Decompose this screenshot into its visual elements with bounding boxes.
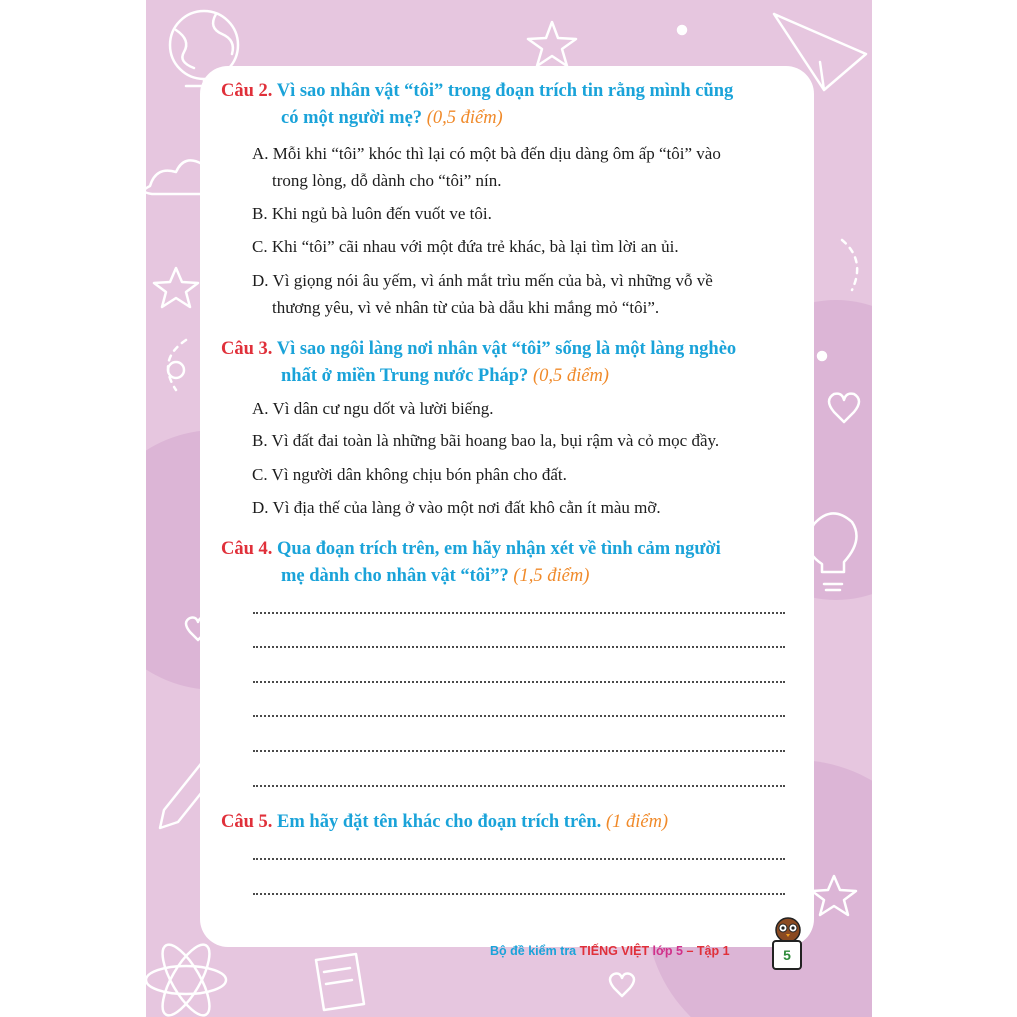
option-c bbox=[252, 233, 792, 260]
question-2: Câu 2. Vì sao nhân vật “tôi” trong đoạn trích tin rằng mình cũng có một người mẹ? (0,5 điểm) bbox=[221, 81, 734, 128]
answer-line[interactable] bbox=[253, 646, 785, 648]
option-letter: D. bbox=[252, 271, 269, 290]
option-text: Mỗi khi “tôi” khóc thì lại có một bà đến dịu dàng ôm ấp “tôi” vào bbox=[272, 144, 721, 163]
heart-icon bbox=[829, 394, 859, 422]
option-letter: A. bbox=[252, 399, 269, 418]
star-icon bbox=[812, 876, 856, 915]
page-number: 5 bbox=[772, 940, 802, 970]
option-text-cont: trong lòng, dỗ dành cho “tôi” nín. bbox=[272, 171, 502, 190]
question-score: (1,5 điểm) bbox=[513, 566, 590, 586]
option-letter: B. bbox=[252, 431, 268, 450]
question-number: Câu 4 bbox=[221, 539, 268, 559]
book-title-footer bbox=[490, 944, 730, 958]
option-c bbox=[252, 461, 792, 488]
option-d bbox=[252, 494, 792, 521]
option-letter: A. bbox=[252, 144, 269, 163]
option-letter: C. bbox=[252, 237, 268, 256]
star-icon bbox=[154, 268, 198, 307]
atom-icon bbox=[146, 938, 226, 1017]
option-text: Vì đất đai toàn là những bãi hoang bao la, bụi rậm và cỏ mọc đầy. bbox=[271, 431, 720, 450]
option-text: Vì giọng nói âu yếm, vì ánh mắt trìu mến của bà, vì những vỗ về bbox=[272, 271, 713, 290]
answer-line[interactable] bbox=[253, 858, 785, 860]
footer-subject: TIẾNG VIỆT bbox=[579, 944, 650, 958]
option-d bbox=[252, 267, 792, 321]
option-a bbox=[252, 395, 792, 422]
footer-volume: – Tập 1 bbox=[682, 944, 730, 958]
question-number: Câu 2 bbox=[221, 81, 268, 101]
question-score: (1 điểm) bbox=[605, 812, 669, 832]
option-letter: D. bbox=[252, 498, 269, 517]
question-4: Câu 4. Qua đoạn trích trên, em hãy nhận xét về tình cảm người mẹ dành cho nhân vật “tôi”? (1,5 điểm) bbox=[221, 539, 721, 586]
question-3: Câu 3. Vì sao ngôi làng nơi nhân vật “tôi” sống là một làng nghèo nhất ở miền Trung nước Pháp? (0,5 điểm) bbox=[221, 339, 737, 386]
footer-grade: lớp 5 bbox=[649, 944, 683, 958]
option-b bbox=[252, 200, 792, 227]
option-text: Vì dân cư ngu dốt và lười biếng. bbox=[272, 399, 494, 418]
question-text: Qua đoạn trích trên, em hãy nhận xét về tình cảm người bbox=[277, 539, 721, 559]
question-text-cont: có một người mẹ? bbox=[281, 108, 423, 128]
option-text: Vì địa thế của làng ở vào một nơi đất khô cằn ít màu mỡ. bbox=[272, 498, 661, 517]
question-score: (0,5 điểm) bbox=[426, 108, 503, 128]
question-number: Câu 3 bbox=[221, 339, 268, 359]
option-a bbox=[252, 140, 792, 194]
option-letter: C. bbox=[252, 465, 268, 484]
star-icon bbox=[528, 22, 576, 66]
answer-line[interactable] bbox=[253, 715, 785, 717]
answer-line[interactable] bbox=[253, 785, 785, 787]
option-text: Khi “tôi” cãi nhau với một đứa trẻ khác, bà lại tìm lời an ủi. bbox=[271, 237, 679, 256]
light-bulb-icon bbox=[808, 513, 857, 590]
question-text-cont: nhất ở miền Trung nước Pháp? bbox=[281, 366, 529, 386]
answer-line[interactable] bbox=[253, 750, 785, 752]
option-b bbox=[252, 427, 792, 454]
heart-icon bbox=[610, 974, 634, 997]
question-number: Câu 5 bbox=[221, 812, 268, 832]
answer-line[interactable] bbox=[253, 681, 785, 683]
question-score: (0,5 điểm) bbox=[532, 366, 609, 386]
note-icon bbox=[316, 954, 364, 1010]
question-5: Câu 5. Em hãy đặt tên khác cho đoạn trích trên. (1 điểm) bbox=[221, 812, 669, 832]
question-text: Vì sao nhân vật “tôi” trong đoạn trích tin rằng mình cũng bbox=[276, 81, 734, 101]
answer-line[interactable] bbox=[253, 612, 785, 614]
question-text-cont: mẹ dành cho nhân vật “tôi”? bbox=[281, 566, 509, 586]
option-text: Vì người dân không chịu bón phân cho đất. bbox=[271, 465, 567, 484]
option-text: Khi ngủ bà luôn đến vuốt ve tôi. bbox=[271, 204, 492, 223]
question-text: Vì sao ngôi làng nơi nhân vật “tôi” sống là một làng nghèo bbox=[276, 339, 737, 359]
question-text: Em hãy đặt tên khác cho đoạn trích trên. bbox=[277, 812, 602, 832]
option-letter: B. bbox=[252, 204, 268, 223]
footer-text: Bộ đề kiểm tra bbox=[490, 944, 580, 958]
option-text-cont: thương yêu, vì vẻ nhân từ của bà dẫu khi mắng mỏ “tôi”. bbox=[272, 298, 660, 317]
answer-line[interactable] bbox=[253, 893, 785, 895]
